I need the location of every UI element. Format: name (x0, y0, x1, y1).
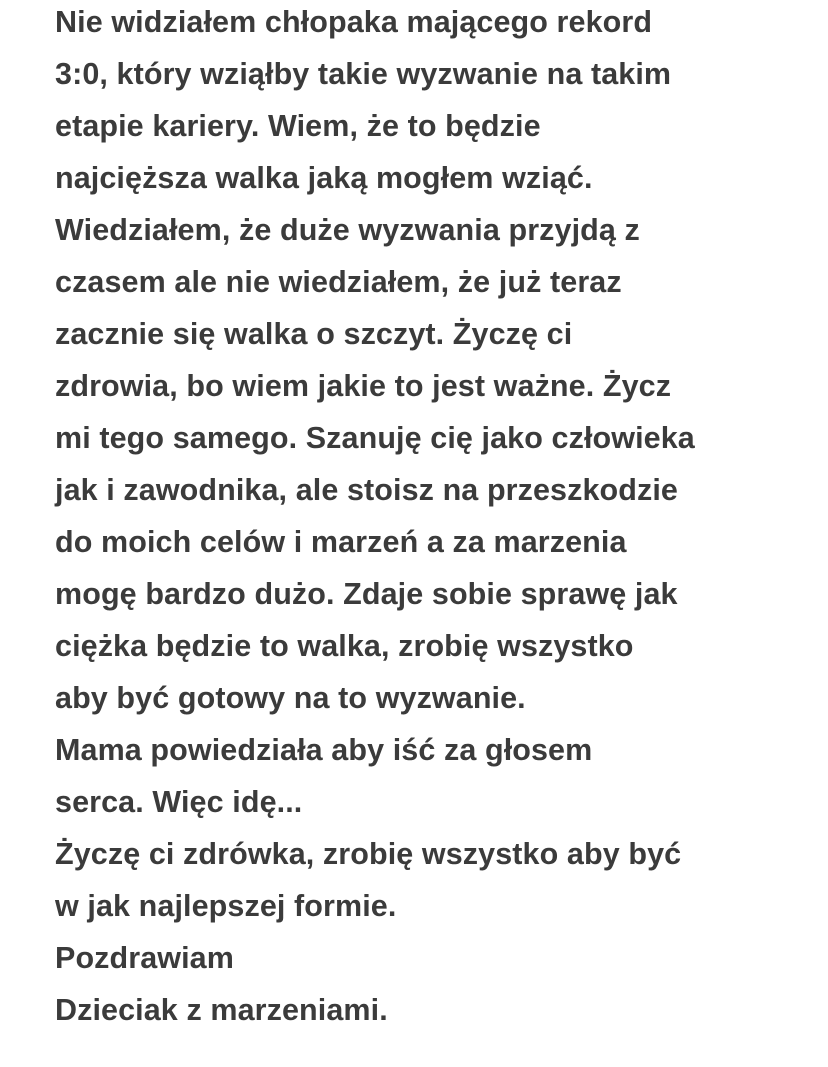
note-line-greeting: Pozdrawiam (55, 941, 234, 975)
note-line-8: zdrowia, bo wiem jakie to jest ważne. Życz (55, 369, 672, 403)
note-text (55, 0, 815, 1036)
note-line-17: Życzę ci zdrówka, zrobię wszystko aby być (55, 837, 682, 871)
note-line-7: zacznie się walka o szczyt. Życzę ci (55, 317, 573, 351)
note-line-14: aby być gotowy na to wyzwanie. (55, 681, 526, 715)
note-line-13: ciężka będzie to walka, zrobię wszystko (55, 629, 634, 663)
note-line-12: mogę bardzo dużo. Zdaje sobie sprawę jak (55, 577, 678, 611)
note-line-6: czasem ale nie wiedziałem, że już teraz (55, 265, 622, 299)
note-line-18: w jak najlepszej formie. (55, 889, 397, 923)
note-line-9: mi tego samego. Szanuję cię jako człowieka (55, 421, 695, 455)
note-line-11: do moich celów i marzeń a za marzenia (55, 525, 627, 559)
note-line-1: Nie widziałem chłopaka mającego rekord (55, 5, 653, 39)
note-line-5: Wiedziałem, że duże wyzwania przyjdą z (55, 213, 640, 247)
note-line-15: Mama powiedziała aby iść za głosem (55, 733, 593, 767)
note-line-3: etapie kariery. Wiem, że to będzie (55, 109, 541, 143)
note-line-16: serca. Więc idę... (55, 785, 303, 819)
note-line-2: 3:0, który wziąłby takie wyzwanie na takim (55, 57, 672, 91)
note-line-4: najcięższa walka jaką mogłem wziąć. (55, 161, 593, 195)
note-line-signature: Dzieciak z marzeniami. (55, 993, 388, 1027)
note-line-10: jak i zawodnika, ale stoisz na przeszkodzie (55, 473, 678, 507)
